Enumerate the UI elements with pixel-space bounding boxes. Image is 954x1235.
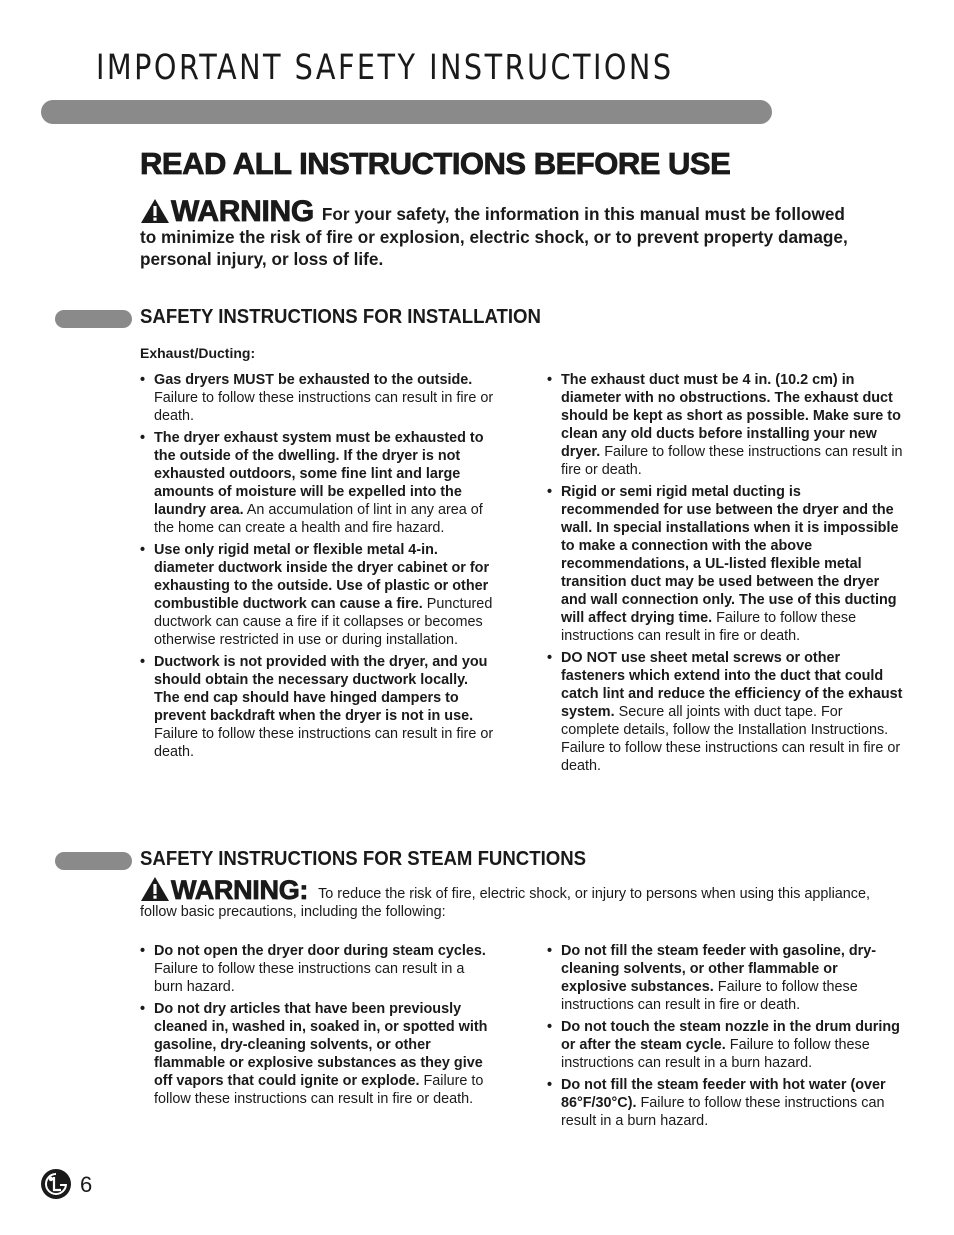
list-item: [547, 483, 903, 645]
list-item-text: Failure to follow these instructions can result in fire or death.: [561, 610, 857, 644]
list-item-text: Punctured ductwork can cause a fire if it collapses or becomes otherwise restricted in use or during installation.: [154, 596, 493, 648]
list-item-bold-text: Do not dry articles that have been previously cleaned in, washed in, soaked in, or spotted with gasoline, dry-cleaning solvents, or other flammable or explosive substances as they give off vapors that could ignite or explode.: [154, 1001, 488, 1089]
list-item-bold-text: Gas dryers MUST be exhausted to the outside.: [154, 372, 473, 388]
list-item-bold-text: Ductwork is not provided with the dryer, and you should obtain the necessary ductwork locally. The end cap should have hinged dampers to prevent backdraft when the dryer is not in use.: [154, 654, 488, 724]
list-item-text: Failure to follow these instructions can result in a burn hazard.: [154, 961, 465, 995]
list-item-text: Secure all joints with duct tape. For complete details, follow the Installation Instructions. Failure to follow these instructions can result in fire or death.: [561, 704, 901, 774]
list-item-bold-text: Do not touch the steam nozzle in the drum during or after the steam cycle.: [561, 1019, 900, 1053]
exhaust-ducting-subheading: Exhaust/Ducting:: [140, 345, 256, 361]
steam-warning-text: To reduce the risk of fire, electric shock, or injury to persons when using this appliance, follow basic precautions, including the following:: [140, 886, 871, 920]
list-item-text: Failure to follow these instructions can result in fire or death.: [561, 444, 903, 478]
list-item-text: Failure to follow these instructions can result in fire or death.: [561, 979, 858, 1013]
list-item-bold-text: Do not fill the steam feeder with hot water (over 86°F/30°C).: [561, 1077, 886, 1111]
list-item-text: An accumulation of lint in any area of the home can create a health and fire hazard.: [154, 502, 483, 536]
list-item: [140, 541, 495, 649]
warning-block: [140, 195, 860, 271]
page-title: READ ALL INSTRUCTIONS BEFORE USE: [140, 146, 731, 181]
list-item-text: Failure to follow these instructions can result in fire or death.: [154, 726, 494, 760]
section-heading-installation: SAFETY INSTRUCTIONS FOR INSTALLATION: [140, 306, 541, 328]
lg-logo-icon: [40, 1168, 72, 1200]
warning-triangle-icon: [140, 198, 170, 224]
section-pill-installation: [55, 310, 132, 328]
list-item: [140, 653, 495, 761]
list-item: [140, 942, 495, 996]
list-item: [547, 1018, 903, 1072]
list-item-bold-text: Rigid or semi rigid metal ducting is recommended for use between the dryer and the wall. In special installations when it is impossible to make a connection with the above recommendations, a UL-listed flexible metal transition duct may be used between the dryer and wall connection only. The use of this ducting will affect drying time.: [561, 484, 899, 626]
warning-label: WARNING: [140, 195, 314, 228]
list-item-text: Failure to follow these instructions can result in fire or death.: [154, 1073, 484, 1107]
list-item: [140, 371, 495, 425]
list-item: [547, 371, 903, 479]
list-item-text: Failure to follow these instructions can result in a burn hazard.: [561, 1037, 870, 1071]
steam-warning-label: WARNING:: [140, 875, 308, 905]
list-item: [547, 942, 903, 1014]
list-item-bold-text: The dryer exhaust system must be exhausted to the outside of the dwelling. If the dryer is not exhausted outdoors, some fine lint and large amounts of moisture will be expelled into the laundry area.: [154, 430, 484, 518]
steam-warning-block: [140, 876, 900, 921]
page-header-title: IMPORTANT SAFETY INSTRUCTIONS: [96, 48, 674, 88]
list-item-bold-text: Do not open the dryer door during steam cycles.: [154, 943, 486, 959]
section-heading-steam: SAFETY INSTRUCTIONS FOR STEAM FUNCTIONS: [140, 848, 587, 870]
list-item: [140, 1000, 495, 1108]
warning-text: For your safety, the information in this manual must be followed to minimize the risk of fire or explosion, electric shock, or to prevent property damage, personal injury, or loss of life.: [140, 204, 848, 269]
list-item-bold-text: DO NOT use sheet metal screws or other fasteners which extend into the duct that could catch lint and reduce the efficiency of the exhaust system.: [561, 650, 903, 720]
header-bar: [41, 100, 772, 124]
list-item: [140, 429, 495, 537]
list-item: [547, 649, 903, 775]
steam-left-list: [140, 942, 495, 1112]
warning-triangle-icon: [140, 876, 170, 902]
list-item-text: Failure to follow these instructions can result in a burn hazard.: [561, 1095, 885, 1129]
section-pill-steam: [55, 852, 132, 870]
installation-left-list: [140, 371, 495, 765]
list-item-bold-text: Do not fill the steam feeder with gasoline, dry-cleaning solvents, or other flammable or explosive substances.: [561, 943, 877, 995]
list-item-bold-text: Use only rigid metal or flexible metal 4-in. diameter ductwork inside the dryer cabinet or for exhausting to the outside. Use of plastic or other combustible ductwork can cause a fire.: [154, 542, 490, 612]
list-item-bold-text: The exhaust duct must be 4 in. (10.2 cm) in diameter with no obstructions. The exhaust duct should be kept as short as possible. Make sure to clean any old ducts before installing your new dryer.: [561, 372, 901, 460]
list-item: [547, 1076, 903, 1130]
page-number: 6: [80, 1172, 93, 1197]
installation-right-list: [547, 371, 903, 779]
list-item-text: Failure to follow these instructions can result in fire or death.: [154, 390, 494, 424]
steam-right-list: [547, 942, 903, 1134]
